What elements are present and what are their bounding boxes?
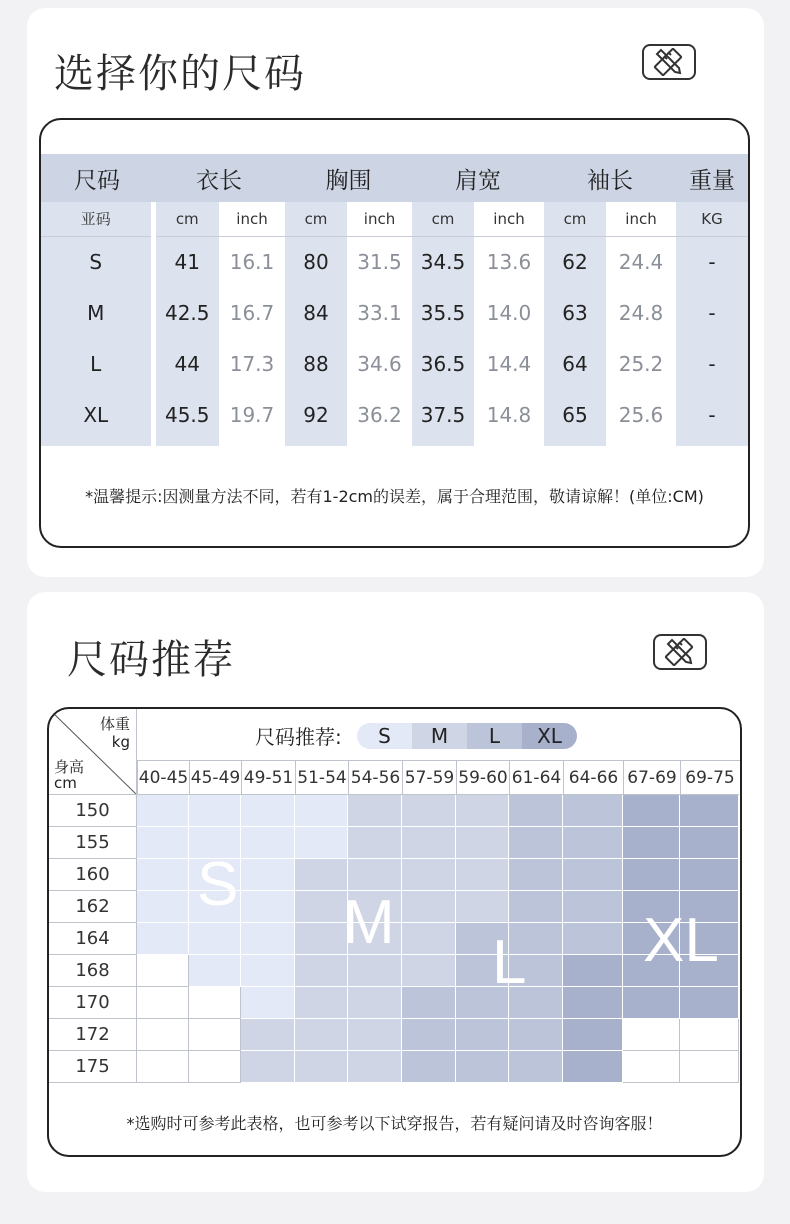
- grid-cell: [295, 1051, 348, 1083]
- weight-range: 57-59: [402, 761, 456, 794]
- size-cell: L: [41, 338, 153, 389]
- sleeve-inch: 25.6: [606, 389, 676, 440]
- shoulder-inch: 14.8: [474, 389, 544, 440]
- recommend-table-box: [47, 707, 742, 1157]
- size-chart-title: 选择你的尺码: [54, 51, 306, 97]
- weight-kg: -: [676, 389, 748, 440]
- length-inch: 19.7: [219, 389, 285, 440]
- size-chart-card: [27, 8, 764, 577]
- chest-inch: 33.1: [347, 287, 412, 338]
- sleeve-cm: 63: [544, 287, 606, 338]
- height-value: 162: [49, 891, 137, 923]
- unit-inch: inch: [347, 202, 412, 236]
- grid-cell: [680, 1019, 739, 1051]
- height-value: 168: [49, 955, 137, 987]
- grid-cell: [563, 987, 623, 1019]
- grid-cell: [680, 795, 739, 827]
- grid-cell: [189, 1019, 241, 1051]
- grid-cell: [509, 859, 563, 891]
- size-label-xl: XL: [643, 906, 719, 975]
- length-inch: 17.3: [219, 338, 285, 389]
- corner-weight: [100, 715, 130, 751]
- weight-range: 69-75: [680, 761, 739, 794]
- size-label-l: L: [492, 928, 527, 997]
- grid-cell: [680, 1051, 739, 1083]
- table-row: [41, 236, 748, 287]
- size-label-s: S: [197, 850, 239, 919]
- length-inch: 16.7: [219, 287, 285, 338]
- ruler-pencil-icon: [642, 44, 696, 80]
- grid-cell: [563, 955, 623, 987]
- grid-cell: [241, 859, 295, 891]
- grid-cell: [137, 827, 189, 859]
- grid-cell: [456, 859, 509, 891]
- weight-range: 59-60: [456, 761, 509, 794]
- grid-cell: [623, 795, 680, 827]
- grid-cell: [456, 827, 509, 859]
- grid-cell: [295, 1019, 348, 1051]
- weight-range: 49-51: [241, 761, 295, 794]
- grid-cell: [402, 923, 456, 955]
- grid-cell: [189, 795, 241, 827]
- height-value: 150: [49, 795, 137, 827]
- grid-cell: [241, 891, 295, 923]
- size-recommend-card: [27, 592, 764, 1192]
- weight-label: 体重: [99, 715, 130, 733]
- grid-cell: [137, 1019, 189, 1051]
- grid-cell: [623, 827, 680, 859]
- weight-range: 67-69: [623, 761, 680, 794]
- grid-cell: [241, 1019, 295, 1051]
- grid-cell: [241, 987, 295, 1019]
- grid-cell: [402, 795, 456, 827]
- header-sleeve: 袖长: [544, 154, 676, 202]
- grid-cell: [241, 923, 295, 955]
- grid-cell: [295, 987, 348, 1019]
- unit-cm: cm: [153, 202, 219, 236]
- size-table-header: [41, 154, 748, 202]
- grid-cell: [189, 987, 241, 1019]
- chest-inch: 34.6: [347, 338, 412, 389]
- size-table-units: [41, 202, 748, 236]
- weight-range: 45-49: [189, 761, 241, 794]
- size-cell: S: [41, 236, 153, 287]
- weight-kg: -: [676, 287, 748, 338]
- header-size: 尺码: [41, 154, 153, 202]
- weight-unit: kg: [111, 733, 130, 751]
- grid-cell: [295, 891, 348, 923]
- shoulder-cm: 34.5: [412, 236, 474, 287]
- height-value: 164: [49, 923, 137, 955]
- length-cm: 41: [153, 236, 219, 287]
- grid-cell: [189, 923, 241, 955]
- weight-kg: -: [676, 236, 748, 287]
- weight-range: 40-45: [137, 761, 189, 794]
- sleeve-cm: 62: [544, 236, 606, 287]
- grid-cell: [680, 827, 739, 859]
- grid-cell: [456, 1051, 509, 1083]
- table-row: [41, 389, 748, 440]
- grid-cell: [623, 1051, 680, 1083]
- grid-cell: [402, 891, 456, 923]
- legend-m: M: [412, 723, 467, 749]
- grid-cell: [509, 1051, 563, 1083]
- grid-cell: [456, 795, 509, 827]
- weight-range: 54-56: [348, 761, 402, 794]
- size-label-m: M: [343, 888, 395, 957]
- weight-range: 61-64: [509, 761, 563, 794]
- grid-cell: [348, 955, 402, 987]
- header-chest: 胸围: [285, 154, 412, 202]
- grid-cell: [563, 1051, 623, 1083]
- header-length: 衣长: [153, 154, 285, 202]
- recommend-label: 尺码推荐:: [255, 725, 342, 749]
- unit-cm: cm: [412, 202, 474, 236]
- grid-cell: [241, 955, 295, 987]
- grid-cell: [241, 827, 295, 859]
- weight-kg: -: [676, 338, 748, 389]
- shoulder-inch: 14.4: [474, 338, 544, 389]
- corner-height: [54, 759, 84, 791]
- chest-inch: 36.2: [347, 389, 412, 440]
- grid-cell: [623, 987, 680, 1019]
- grid-cell: [402, 827, 456, 859]
- grid-cell: [563, 923, 623, 955]
- grid-cell: [348, 1019, 402, 1051]
- height-value: 175: [49, 1051, 137, 1083]
- grid-cell: [241, 795, 295, 827]
- shoulder-cm: 37.5: [412, 389, 474, 440]
- height-value: 172: [49, 1019, 137, 1051]
- grid-cell: [137, 891, 189, 923]
- grid-cell: [623, 859, 680, 891]
- grid-cell: [680, 859, 739, 891]
- unit-inch: inch: [219, 202, 285, 236]
- shoulder-inch: 13.6: [474, 236, 544, 287]
- measurement-note: *温馨提示:因测量方法不同，若有1-2cm的误差，属于合理范围，敬请谅解！(单位:CM): [85, 487, 704, 506]
- weight-range: 51-54: [295, 761, 348, 794]
- ruler-pencil-icon: [653, 634, 707, 670]
- legend-xl: XL: [522, 723, 577, 749]
- header-shoulder: 肩宽: [412, 154, 544, 202]
- length-inch: 16.1: [219, 236, 285, 287]
- sleeve-cm: 65: [544, 389, 606, 440]
- size-table-box: [39, 118, 750, 548]
- chest-cm: 80: [285, 236, 347, 287]
- grid-cell: [137, 923, 189, 955]
- unit-size: 亚码: [41, 202, 153, 236]
- chest-cm: 88: [285, 338, 347, 389]
- header-weight: 重量: [676, 154, 748, 202]
- grid-cell: [623, 1019, 680, 1051]
- grid-cell: [348, 987, 402, 1019]
- corner-header: [49, 709, 137, 795]
- grid-cell: [241, 1051, 295, 1083]
- height-value: 160: [49, 859, 137, 891]
- grid-cell: [680, 987, 739, 1019]
- grid-cell: [137, 987, 189, 1019]
- chest-cm: 92: [285, 389, 347, 440]
- unit-cm: cm: [544, 202, 606, 236]
- size-recommend-title: 尺码推荐: [67, 637, 235, 683]
- height-unit: cm: [54, 774, 77, 792]
- sleeve-inch: 24.4: [606, 236, 676, 287]
- grid-cell: [189, 955, 241, 987]
- grid-cell: [348, 827, 402, 859]
- grid-cell: [295, 923, 348, 955]
- grid-cell: [348, 1051, 402, 1083]
- grid-cell: [137, 795, 189, 827]
- grid-cell: [402, 955, 456, 987]
- chest-inch: 31.5: [347, 236, 412, 287]
- length-cm: 44: [153, 338, 219, 389]
- height-value: 170: [49, 987, 137, 1019]
- table-row: [41, 338, 748, 389]
- recommend-legend-row: [137, 709, 742, 761]
- grid-cell: [295, 827, 348, 859]
- grid-cell: [137, 859, 189, 891]
- grid-cell: [402, 859, 456, 891]
- grid-cell: [563, 827, 623, 859]
- grid-cell: [563, 859, 623, 891]
- grid-cell: [137, 1051, 189, 1083]
- grid-cell: [509, 827, 563, 859]
- grid-cell: [509, 1019, 563, 1051]
- grid-cell: [189, 1051, 241, 1083]
- shoulder-cm: 35.5: [412, 287, 474, 338]
- sleeve-inch: 25.2: [606, 338, 676, 389]
- size-cell: M: [41, 287, 153, 338]
- grid-cell: [402, 1051, 456, 1083]
- height-value: 155: [49, 827, 137, 859]
- legend-s: S: [357, 723, 412, 749]
- grid-cell: [509, 891, 563, 923]
- unit-inch: inch: [474, 202, 544, 236]
- grid-cell: [295, 859, 348, 891]
- grid-cell: [402, 987, 456, 1019]
- height-column: [49, 795, 137, 1083]
- length-cm: 42.5: [153, 287, 219, 338]
- recommend-note: *选购时可参考此表格，也可参考以下试穿报告，若有疑问请及时咨询客服！: [126, 1114, 663, 1133]
- grid-cell: [563, 891, 623, 923]
- grid-cell: [509, 795, 563, 827]
- size-cell: XL: [41, 389, 153, 440]
- height-label: 身高: [54, 758, 85, 776]
- size-legend: [357, 723, 577, 749]
- grid-cell: [456, 1019, 509, 1051]
- table-row: [41, 287, 748, 338]
- grid-cell: [563, 1019, 623, 1051]
- chest-cm: 84: [285, 287, 347, 338]
- weight-range: 64-66: [563, 761, 623, 794]
- shoulder-inch: 14.0: [474, 287, 544, 338]
- grid-cell: [402, 1019, 456, 1051]
- legend-l: L: [467, 723, 522, 749]
- weight-header-row: [137, 761, 739, 795]
- length-cm: 45.5: [153, 389, 219, 440]
- grid-cell: [295, 955, 348, 987]
- grid-cell: [348, 795, 402, 827]
- unit-kg: KG: [676, 202, 748, 236]
- size-table: [41, 154, 748, 446]
- grid-cell: [456, 891, 509, 923]
- sleeve-inch: 24.8: [606, 287, 676, 338]
- sleeve-cm: 64: [544, 338, 606, 389]
- shoulder-cm: 36.5: [412, 338, 474, 389]
- unit-inch: inch: [606, 202, 676, 236]
- grid-cell: [563, 795, 623, 827]
- grid-cell: [295, 795, 348, 827]
- grid-cell: [137, 955, 189, 987]
- unit-cm: cm: [285, 202, 347, 236]
